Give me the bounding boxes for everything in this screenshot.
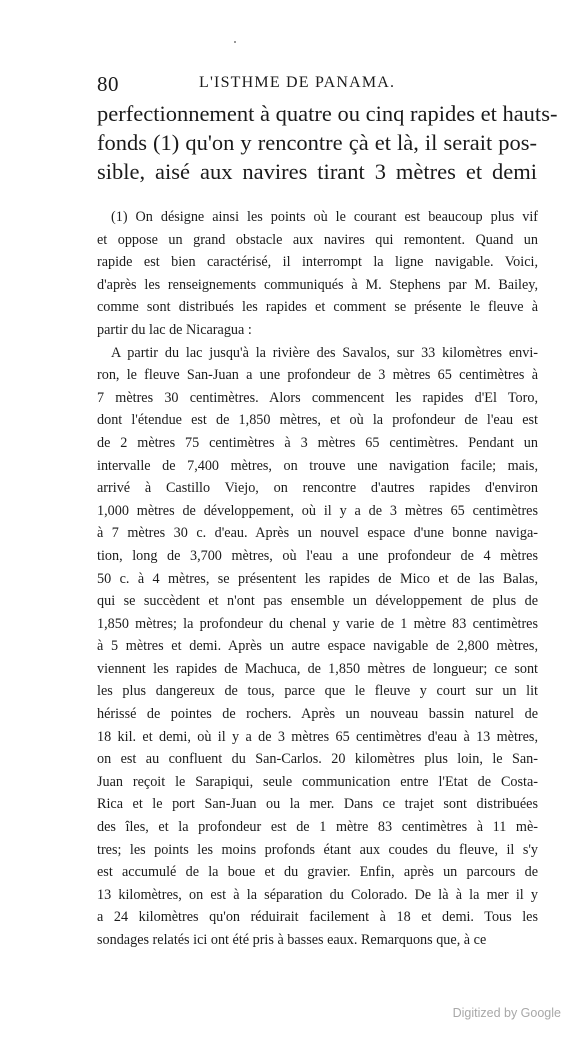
footnote-line: dont l'étendue est de 1,850 mètres, et où la profondeur de l'eau est [97,412,538,429]
footnote-line: à 7 mètres 30 c. d'eau. Après un nouvel espace d'une bonne naviga- [97,525,538,542]
footnote-line: 13 kilomètres, on est à la séparation du Colorado. De là à la mer il y [97,886,538,903]
footnote-line: Rica et le port San-Juan ou la mer. Dans ce trajet sont distribuées [97,796,538,813]
running-title: L'ISTHME DE PANAMA. [199,74,396,91]
footnote-line: 7 mètres 30 centimètres. Alors commencent les rapides d'El Toro, [97,389,538,406]
footnote-line: comme sont distribués les rapides et comment se présente le fleuve à [97,299,538,316]
footnote-line: est accumulé de la boue et du gravier. Enfin, après un parcours de [97,864,538,881]
footnote-line: 18 kil. et demi, où il y a de 3 mètres 65 centimètres d'eau à 13 mètres, [97,728,538,745]
footnote-line: (1) On désigne ainsi les points où le courant est beaucoup plus vif [111,209,538,225]
footnote-line: les plus dangereux de tous, parce que le fleuve y court sur un lit [97,683,538,700]
main-text-block [97,99,558,186]
footnote-line: sondages relatés ici ont été pris à basses eaux. Remarquons que, à ce [97,932,487,948]
footnote-line: et oppose un grand obstacle aux navires qui remontent. Quand un [97,231,538,248]
body-text-line: fonds (1) qu'on y rencontre çà et là, il serait pos- [97,130,537,155]
footnote-line: des îles, et la profondeur est de 1 mètre 83 centimètres à 11 mè- [97,819,538,836]
footnote-line: intervalle de 7,400 mètres, on trouve une navigation facile; mais, [97,457,538,474]
footnote-line: de 2 mètres 75 centimètres à 3 mètres 65 centimètres. Pendant un [97,434,538,451]
footnote-line: a 24 kilomètres qu'on réduirait facilement à 18 et demi. Tous les [97,909,538,926]
footnote-line: à 5 mètres et demi. Après un autre espace navigable de 2,800 mètres, [97,638,538,655]
page-header [97,72,537,94]
footnote-line: tion, long de 3,700 mètres, où l'eau a une profondeur de 4 mètres [97,547,538,564]
digitized-watermark: Digitized by Google [452,1006,561,1020]
footnote-line: ron, le fleuve San-Juan a une profondeur de 3 mètres 65 centimètres à [97,367,538,384]
footnote-line: arrivé à Castillo Viejo, on rencontre d'autres rapides d'environ [97,480,538,497]
footnote-line: A partir du lac jusqu'à la rivière des Savalos, sur 33 kilomètres envi- [111,344,538,361]
footnote-block [97,206,538,952]
footnote-line: tres; les points les moins profonds étant aux coudes du fleuve, il s'y [97,841,538,858]
footnote-line: d'après les renseignements communiqués à M. Stephens par M. Bailey, [97,276,538,293]
footnote-line: qui se succèdent et n'ont pas ensemble un développement de plus de [97,593,538,610]
footnote-line: 1,000 mètres de développement, où il y a de 3 mètres 65 centimètres [97,502,538,519]
footnote-line: 50 c. à 4 mètres, se présentent les rapides de Mico et de las Balas, [97,570,538,587]
footnote-line: on est au confluent du San-Carlos. 20 kilomètres plus loin, le San- [97,751,538,768]
footnote-line: viennent les rapides de Machuca, de 1,850 mètres de longueur; ce sont [97,660,538,677]
page-number: 80 [97,72,119,96]
footnote-line: rapide est bien caractérisé, il interrompt la ligne navigable. Voici, [97,254,538,271]
body-text-line: sible, aisé aux navires tirant 3 mètres et demi [97,159,537,184]
body-text-line: perfectionnement à quatre ou cinq rapides et hauts- [97,101,558,126]
footnote-line: hérissé de pointes de rochers. Après un nouveau bassin naturel de [97,706,538,723]
ink-speck [234,41,236,43]
footnote-line: partir du lac de Nicaragua : [97,321,252,338]
footnote-line: Juan reçoit le Sarapiqui, seule communication entre l'Etat de Costa- [97,773,538,790]
footnote-line: 1,850 mètres; la profondeur du chenal y varie de 1 mètre 83 centimètres [97,615,538,632]
